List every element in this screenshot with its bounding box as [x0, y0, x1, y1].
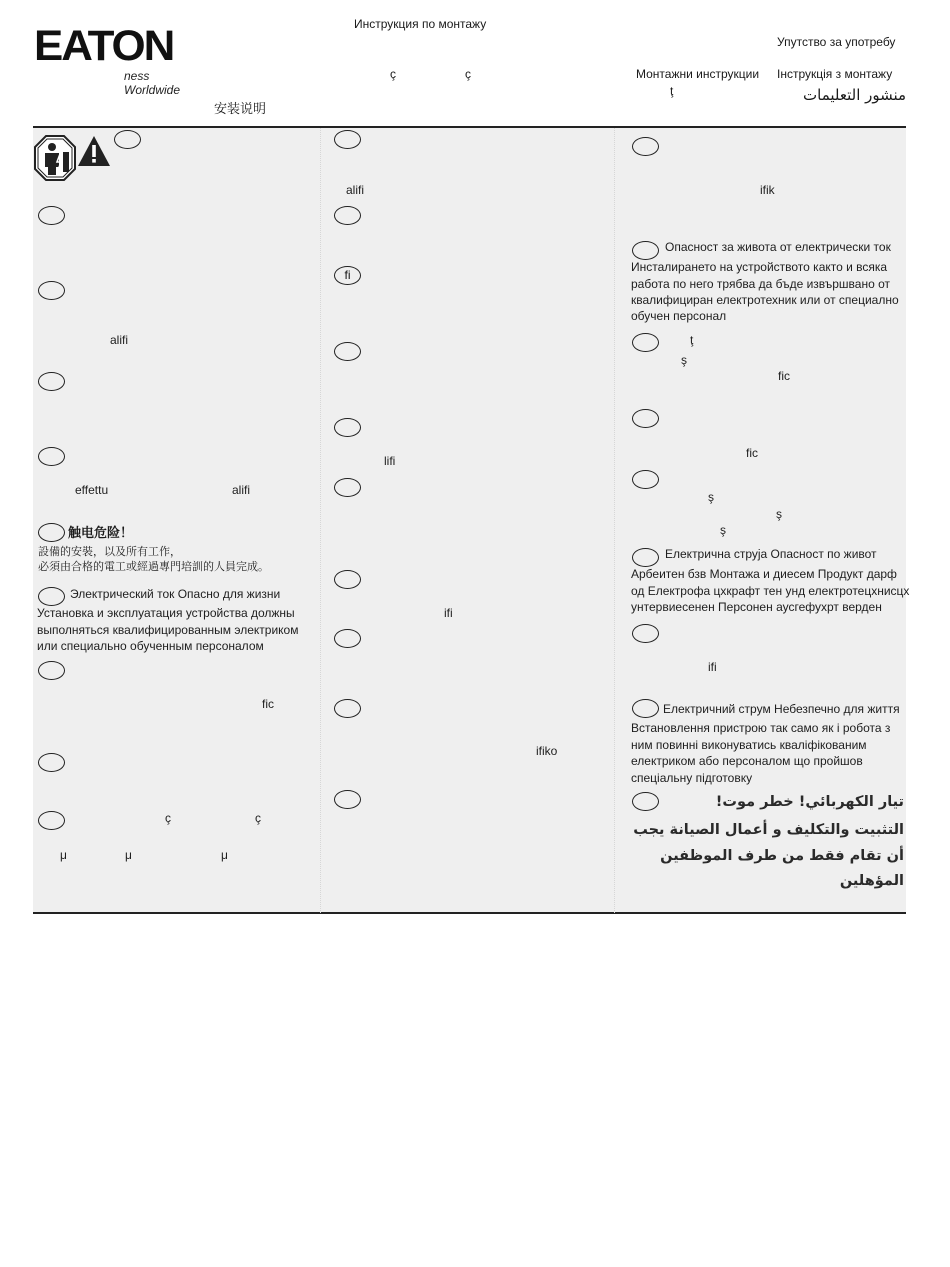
text-fragment: alifi: [110, 333, 129, 347]
language-marker: [632, 409, 659, 428]
language-marker: [334, 206, 361, 225]
language-marker: [38, 811, 65, 830]
text-fragment: lifi: [384, 454, 396, 468]
language-marker: [38, 206, 65, 225]
language-marker: [632, 624, 659, 643]
ar-warning-line: التثبيت والتكليف و أعمال الصيانة يجب: [633, 822, 904, 838]
header-title-ru: Инструкция по монтажу: [354, 17, 487, 31]
language-marker: [114, 130, 141, 149]
language-marker: [334, 418, 361, 437]
ar-warning-line: أن تقام فقط من طرف الموظفين: [660, 848, 904, 864]
language-marker: [632, 699, 659, 718]
mk-warning-title: Електрична струја Опасност по живот: [665, 547, 877, 561]
mk-warning-line: од Електрофа цхкрафт тен унд електротецхнисцх: [631, 584, 910, 598]
text-fragment: fic: [262, 697, 274, 711]
header-glyph-t: ţ: [670, 84, 674, 98]
header-title-ar: منشور التعليمات: [803, 86, 907, 104]
zh-warning-line: 設備的安裝，以及所有工作，: [38, 546, 181, 558]
mk-warning-line: унтервиесенен Персонен аусгефухрт верден: [631, 600, 882, 614]
text-fragment: ş: [720, 523, 726, 537]
electrician-octagon-icon: [33, 134, 77, 182]
text-fragment: fic: [778, 369, 790, 383]
mk-warning-line: Арбеитен бзв Монтажа и диесем Продукт дарф: [631, 567, 897, 581]
header-title-zh: 安装说明: [214, 101, 267, 116]
ru-warning-line: выполняться квалифицированным электриком: [37, 623, 299, 637]
uk-warning-title: Електричний струм Небезпечно для життя: [663, 702, 900, 716]
header-title-uk: Інструкція з монтажу: [777, 67, 893, 81]
column-divider-2: [614, 128, 615, 913]
language-marker: [334, 478, 361, 497]
bg-warning-line: Инсталирането на устройството както и всяка: [631, 260, 888, 274]
text-fragment: ç: [255, 811, 261, 825]
language-marker: [334, 130, 361, 149]
text-fragment: ş: [681, 353, 687, 367]
uk-warning-line: Встановлення пристрою так само як і робота з: [631, 721, 891, 735]
ar-warning-title: تيار الكهربائي! خطر موت!: [715, 794, 904, 810]
ru-warning-line: или специально обученным персоналом: [37, 639, 264, 653]
zh-warning-line: 必須由合格的電工或經過專門培訓的人員完成。: [38, 561, 269, 573]
uk-warning-line: спеціальну підготовку: [631, 771, 753, 785]
logo-wordmark: EATON: [34, 22, 174, 70]
text-fragment: ţ: [690, 333, 694, 347]
bottom-rule: [33, 912, 906, 914]
header-title-mk: Монтажни инструкции: [636, 67, 760, 81]
warning-triangle-icon: [77, 135, 111, 167]
header-glyph-c1: ç: [390, 67, 396, 81]
zh-warning-title: 触电危险！: [68, 525, 134, 540]
language-marker: [632, 333, 659, 352]
header-title-sr: Упутство за употребу: [777, 35, 896, 49]
language-marker: [38, 281, 65, 300]
language-marker: [38, 587, 65, 606]
logo-tagline: ness Worldwide: [124, 69, 181, 97]
bg-warning-line: работа по него трябва да бъде извършвано от: [631, 277, 891, 291]
bg-warning-line: квалифициран електротехник или от специално: [631, 293, 899, 307]
language-marker: [632, 241, 659, 260]
ru-warning-title: Электрический ток Опасно для жизни: [70, 587, 281, 601]
language-marker: [334, 342, 361, 361]
language-marker: [632, 548, 659, 567]
language-marker: [38, 753, 65, 772]
text-fragment: alifi: [232, 483, 251, 497]
text-fragment: fic: [746, 446, 758, 460]
language-marker: [334, 699, 361, 718]
language-marker: [38, 523, 65, 542]
text-fragment: alifi: [346, 183, 365, 197]
ar-warning-line: المؤهلين: [839, 873, 904, 889]
header-glyph-c2: ç: [465, 67, 471, 81]
text-fragment: ç: [165, 811, 171, 825]
uk-warning-line: ним повинні виконуватись кваліфікованим: [631, 738, 867, 752]
language-marker: [632, 137, 659, 156]
text-fragment: ş: [776, 507, 782, 521]
language-marker: [632, 792, 659, 811]
ru-warning-line: Установка и эксплуатация устройства должны: [37, 606, 295, 620]
language-marker: [38, 447, 65, 466]
bg-warning-line: обучен персонал: [631, 309, 727, 323]
eaton-logo: [34, 22, 204, 97]
uk-warning-line: електриком або персоналом що пройшов: [631, 754, 863, 768]
text-fragment: ifi: [708, 660, 717, 674]
text-fragment: effettu: [75, 483, 109, 497]
text-fragment: ifiko: [536, 744, 558, 758]
text-fragment: ş: [708, 490, 714, 504]
text-fragment: ifi: [444, 606, 453, 620]
column-divider-1: [320, 128, 321, 913]
text-fragment: μ: [60, 848, 67, 862]
text-fragment: ifik: [760, 183, 775, 197]
language-marker: [334, 570, 361, 589]
language-marker: [334, 629, 361, 648]
bg-warning-title: Опасност за живота от електрически ток: [665, 240, 891, 254]
language-marker: [334, 790, 361, 809]
language-marker: [632, 470, 659, 489]
language-marker: [38, 372, 65, 391]
language-marker-fi: fi: [334, 266, 361, 285]
language-marker: [38, 661, 65, 680]
text-fragment: μ: [221, 848, 228, 862]
text-fragment: μ: [125, 848, 132, 862]
